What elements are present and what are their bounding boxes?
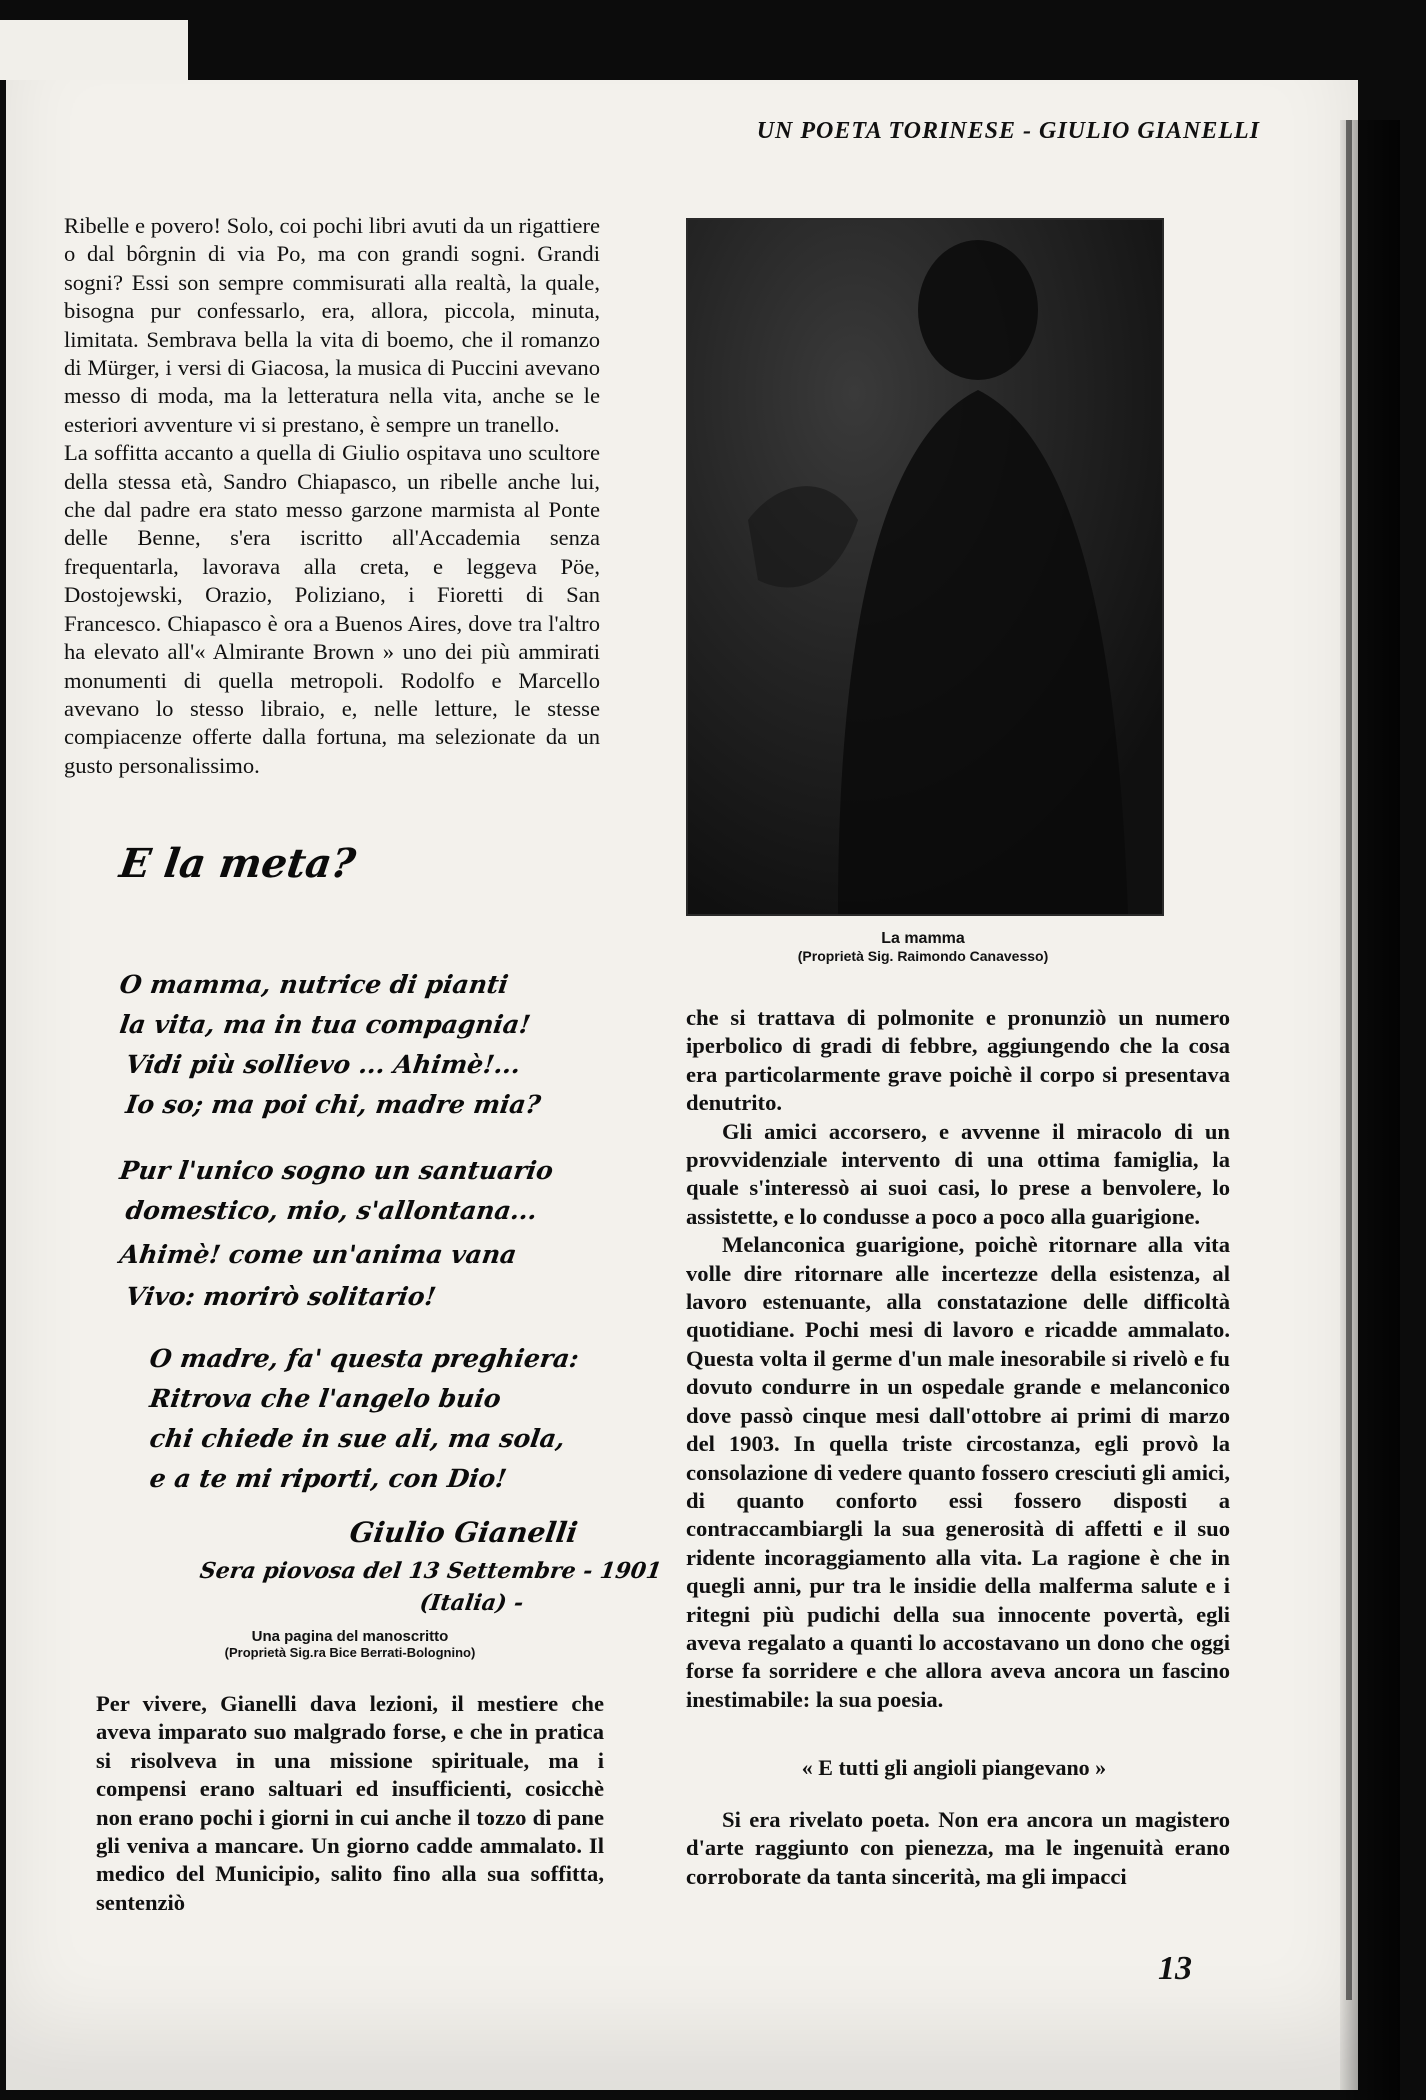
manuscript-title: E la meta? xyxy=(116,840,359,887)
manuscript-line: chi chiede in sue ali, ma sola, xyxy=(147,1424,567,1453)
paragraph: Si era rivelato poeta. Non era ancora un magistero d'arte raggiunto con pienezza, ma le ingenuità erano corroborate da tanta sincerità, ma gli impacci xyxy=(686,1807,1230,1889)
running-header: UN POETA TORINESE - GIULIO GIANELLI xyxy=(756,118,1260,144)
photo-caption-credit: (Proprietà Sig. Raimondo Canavesso) xyxy=(797,948,1049,964)
mother-photo xyxy=(686,218,1164,916)
scan-left-tab xyxy=(0,20,188,80)
paragraph: Per vivere, Gianelli dava lezioni, il mestiere che aveva imparato suo malgrado forse, e che in pratica si risolveva in una missione spirituale, ma i compensi erano saltuari ed insufficienti, cosicchè non erano pochi i giorni in cui anche il tozzo di pane gli veniva a mancare. Un giorno cadde ammalato. Il medico del Municipio, salito fino alla sua soffitta, sentenziò xyxy=(96,1691,604,1915)
paragraph: La soffitta accanto a quella di Giulio ospitava uno scultore della stessa età, Sandro Chiapasco, un ribelle anche lui, che dal padre era stato messo garzone marmista al Ponte delle Benne, s'era iscritto all'Accademia senza frequentarla, lavorava alla creta, e leggeva Pöe, Dostojewski, Orazio, Poliziano, i Fioretti di San Francesco. Chiapasco è ora a Buenos Aires, dove tra l'altro ha elevato all'« Almirante Brown » uno dei più ammirati monumenti di quella metropoli. Rodolfo e Marcello avevano lo stesso libraio, e, nelle letture, le stesse compiacenze offerte dalla fortuna, ma selezionate da un gusto personalissimo. xyxy=(64,440,600,778)
manuscript-line: Vidi più sollievo ... Ahimè!... xyxy=(123,1050,523,1079)
paragraph: Melanconica guarigione, poichè ritornare alla vita volle dire ritornare alle incertezze della esistenza, al lavoro estenuante, alla constatazione delle difficoltà quotidiane. Pochi mesi di lavoro e ricadde ammalato. Questa volta il germe d'un male inesorabile si rivelò e fu dovuto condurre in un ospedale grande e melanconico dove passò cinque mesi dall'ottobre ai primi di marzo del 1903. In quella triste circostanza, egli provò la consolazione di vedere quanto fossero cresciuti gli amici, di quanto conforto essi fossero disposti a contraccambiargli la sua generosità di affetti e il suo ridente incoraggiamento alla vita. La ragione è che in quegli anni, pur tra le insidie della malferma salute e i ritegni più pudichi della sua innocente povertà, egli aveva regalato a quanti lo accostavano un dono che oggi forse fa sorridere e che allora aveva ancora un fascino inestimabile: la sua poesia. xyxy=(686,1232,1230,1712)
paragraph: Gli amici accorsero, e avvenne il miracolo di un provvidenziale intervento di una ottima famiglia, la quale s'interessò ai suoi casi, lo prese a benvolere, lo assistette, e lo condusse a poco a poco alla guarigione. xyxy=(686,1118,1230,1229)
manuscript-line: Io so; ma poi chi, madre mia? xyxy=(123,1090,543,1119)
manuscript-date: Sera piovosa del 13 Settembre - 1901 xyxy=(198,1558,664,1584)
photo-caption-title: La mamma xyxy=(881,930,965,947)
manuscript-facsimile xyxy=(90,840,664,1620)
photo-image xyxy=(688,220,1162,914)
scan-edge-line xyxy=(1346,120,1352,2000)
manuscript-caption-credit: (Proprietà Sig.ra Bice Berrati-Bolognino) xyxy=(224,1645,476,1660)
manuscript-place: (Italia) - xyxy=(418,1590,526,1616)
page-number: 13 xyxy=(1158,1950,1192,1987)
manuscript-line: O madre, fa' questa preghiera: xyxy=(147,1344,581,1373)
manuscript-line: domestico, mio, s'allontana... xyxy=(123,1196,540,1225)
manuscript-line: e a te mi riporti, con Dio! xyxy=(147,1464,509,1493)
manuscript-caption xyxy=(90,1628,610,1660)
section-heading: « E tutti gli angioli piangevano » xyxy=(801,1755,1107,1780)
paragraph: che si trattava di polmonite e pronunziò un numero iperbolico di gradi di febbre, aggiungendo che la cosa era particolarmente grave poichè il corpo si presentava denutrito. xyxy=(686,1005,1230,1116)
right-column xyxy=(686,1004,1230,1714)
manuscript-signature: Giulio Gianelli xyxy=(347,1516,580,1549)
paragraph: Ribelle e povero! Solo, coi pochi libri avuti da un rigattiere o dal bôrgnin di via Po, ma con grandi sogni. Grandi sogni? Essi son sempre commisurati alla realtà, la quale, bisogna pur confessarlo, era, allora, piccola, minuta, limitata. Sembrava bella la vita di boemo, che il romanzo di Mürger, i versi di Giacosa, la musica di Puccini avevano messo di moda, ma la letteratura nella vita, anche se le esteriori avventure vi si prestano, è sempre un tranello. xyxy=(64,213,600,437)
manuscript-line: Ahimè! come un'anima vana xyxy=(117,1240,519,1269)
manuscript-line: Pur l'unico sogno un santuario xyxy=(117,1156,556,1185)
left-column-top xyxy=(64,212,600,780)
manuscript-line: Ritrova che l'angelo buio xyxy=(147,1384,503,1413)
left-column-bottom xyxy=(96,1690,604,1917)
scan-right-border xyxy=(1400,0,1426,2100)
manuscript-line: O mamma, nutrice di pianti xyxy=(117,970,511,999)
manuscript-caption-title: Una pagina del manoscritto xyxy=(251,1628,449,1645)
scan-top-border xyxy=(0,0,1426,20)
manuscript-line: la vita, ma in tua compagnia! xyxy=(117,1010,533,1039)
manuscript-line: Vivo: morirò solitario! xyxy=(123,1282,438,1311)
right-column-continued xyxy=(686,1806,1230,1891)
photo-caption xyxy=(686,930,1160,964)
